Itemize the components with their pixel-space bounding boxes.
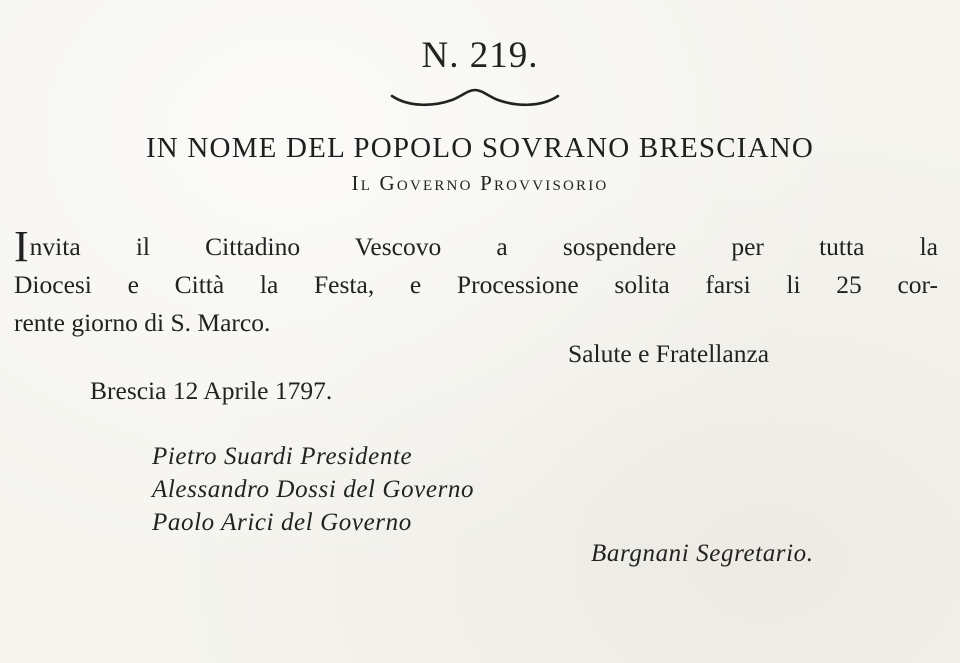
signatory-president: Pietro Suardi Presidente <box>152 443 413 470</box>
signatory-government-member: Paolo Arici del Governo <box>152 509 412 536</box>
date-line: Brescia 12 Aprile 1797. <box>90 376 333 405</box>
document-number: N. 219. <box>421 35 539 76</box>
body-line: rente giorno di S. Marco. <box>14 308 271 337</box>
proclamation-subheading: Il Governo Provvisorio <box>351 171 609 195</box>
body-line-text: nvita il Cittadino Vescovo a sospendere per tutta la <box>29 232 938 261</box>
body-line <box>14 222 938 271</box>
proclamation-body <box>14 222 938 342</box>
drop-cap: I <box>14 222 29 271</box>
flourish-ornament-icon <box>390 86 560 108</box>
body-line: Diocesi e Città la Festa, e Processione solita farsi li 25 cor- <box>14 270 938 299</box>
signatory-secretary: Bargnani Segretario. <box>591 540 814 567</box>
proclamation-heading: IN NOME DEL POPOLO SOVRANO BRESCIANO <box>145 132 815 164</box>
signatory-government-member: Alessandro Dossi del Governo <box>152 476 475 503</box>
closing-salutation: Salute e Fratellanza <box>568 339 770 368</box>
